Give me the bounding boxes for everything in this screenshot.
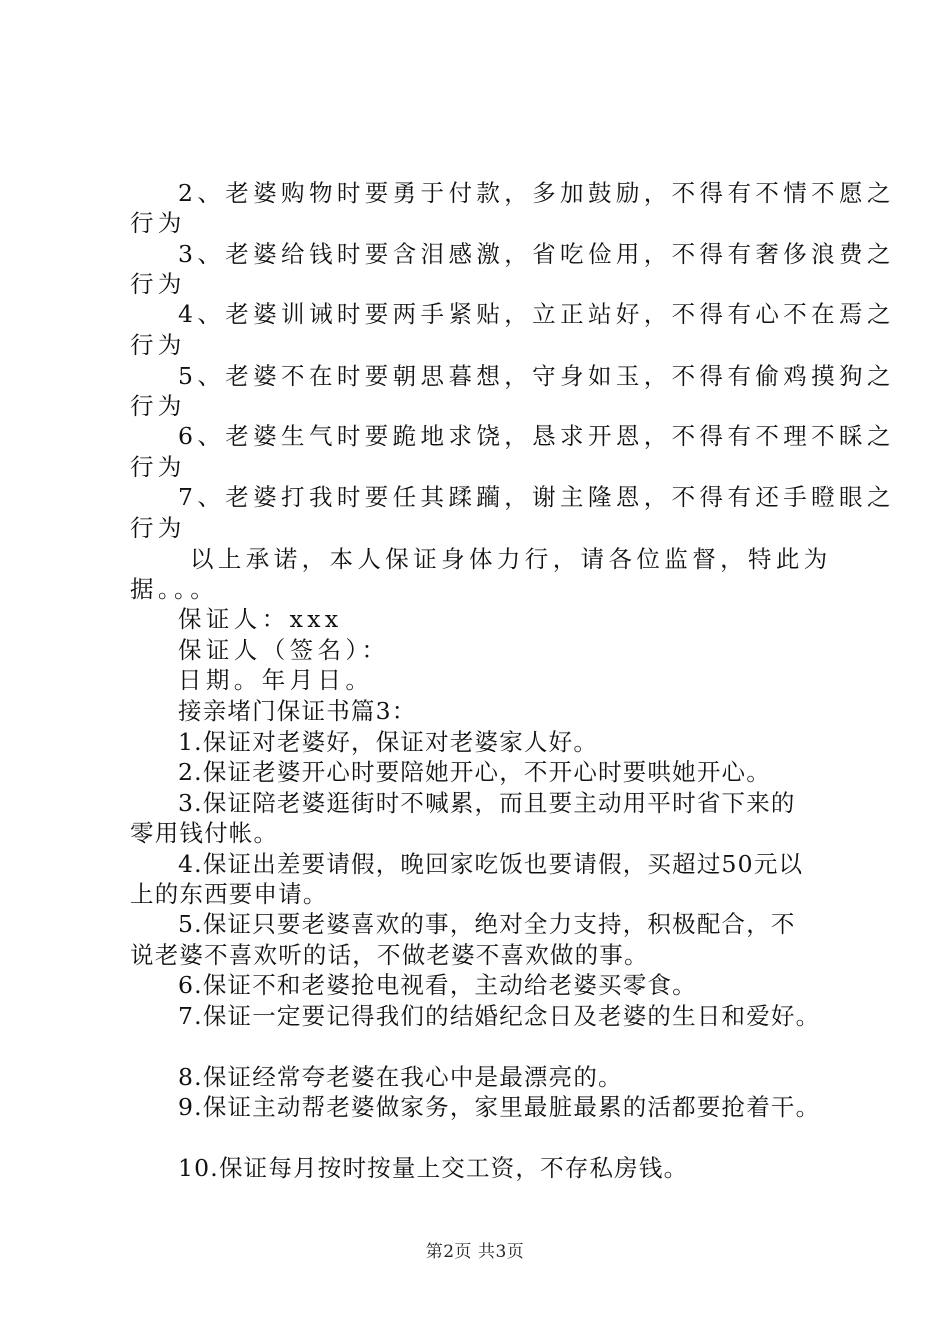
list-item: 10.保证每月按时按量上交工资，不存私房钱。 xyxy=(178,1154,689,1182)
text-line: 5、老婆不在时要朝思暮想，守身如玉，不得有偷鸡摸狗之 xyxy=(178,362,895,390)
text-line: 以上承诺，本人保证身体力行，请各位监督，特此为 xyxy=(190,545,832,573)
list-item: 3.保证陪老婆逛街时不喊累，而且要主动用平时省下来的 xyxy=(178,789,796,817)
list-item-continuation: 零用钱付帐。 xyxy=(130,819,279,847)
list-item: 7.保证一定要记得我们的结婚纪念日及老婆的生日和爱好。 xyxy=(178,1002,821,1030)
signature-line: 保证人（签名）： xyxy=(178,636,390,664)
list-item: 5.保证只要老婆喜欢的事，绝对全力支持，积极配合，不 xyxy=(178,910,796,938)
list-item: 1.保证对老婆好，保证对老婆家人好。 xyxy=(178,728,599,756)
text-line: 7、老婆打我时要任其蹂躏，谢主隆恩，不得有还手瞪眼之 xyxy=(178,483,895,511)
text-line: 据。。。 xyxy=(130,575,219,603)
list-item: 2.保证老婆开心时要陪她开心，不开心时要哄她开心。 xyxy=(178,758,771,786)
list-item: 4.保证出差要请假，晚回家吃饭也要请假，买超过50元以 xyxy=(178,850,804,878)
list-item: 6.保证不和老婆抢电视看，主动给老婆买零食。 xyxy=(178,971,697,999)
text-line: 3、老婆给钱时要含泪感激，省吃俭用，不得有奢侈浪费之 xyxy=(178,240,895,268)
text-line: 行为 xyxy=(130,209,186,237)
text-line: 行为 xyxy=(130,453,186,481)
list-item: 8.保证经常夸老婆在我心中是最漂亮的。 xyxy=(178,1063,623,1091)
list-item: 9.保证主动帮老婆做家务，家里最脏最累的活都要抢着干。 xyxy=(178,1093,821,1121)
page-footer: 第2页 共3页 xyxy=(425,1242,525,1262)
text-line: 6、老婆生气时要跪地求饶，恳求开恩，不得有不理不睬之 xyxy=(178,422,895,450)
date-line: 日期。年月日。 xyxy=(178,666,374,694)
text-line: 行为 xyxy=(130,514,186,542)
signer-line: 保证人：xxx xyxy=(178,605,343,633)
text-line: 4、老婆训诫时要两手紧贴，立正站好，不得有心不在焉之 xyxy=(178,300,895,328)
list-item-continuation: 说老婆不喜欢听的话，不做老婆不喜欢做的事。 xyxy=(130,941,649,969)
text-line: 行为 xyxy=(130,331,186,359)
text-line: 行为 xyxy=(130,392,186,420)
text-line: 2、老婆购物时要勇于付款，多加鼓励，不得有不情不愿之 xyxy=(178,179,895,207)
text-line: 行为 xyxy=(130,270,186,298)
section-heading: 接亲堵门保证书篇3： xyxy=(178,697,417,725)
list-item-continuation: 上的东西要申请。 xyxy=(130,880,328,908)
